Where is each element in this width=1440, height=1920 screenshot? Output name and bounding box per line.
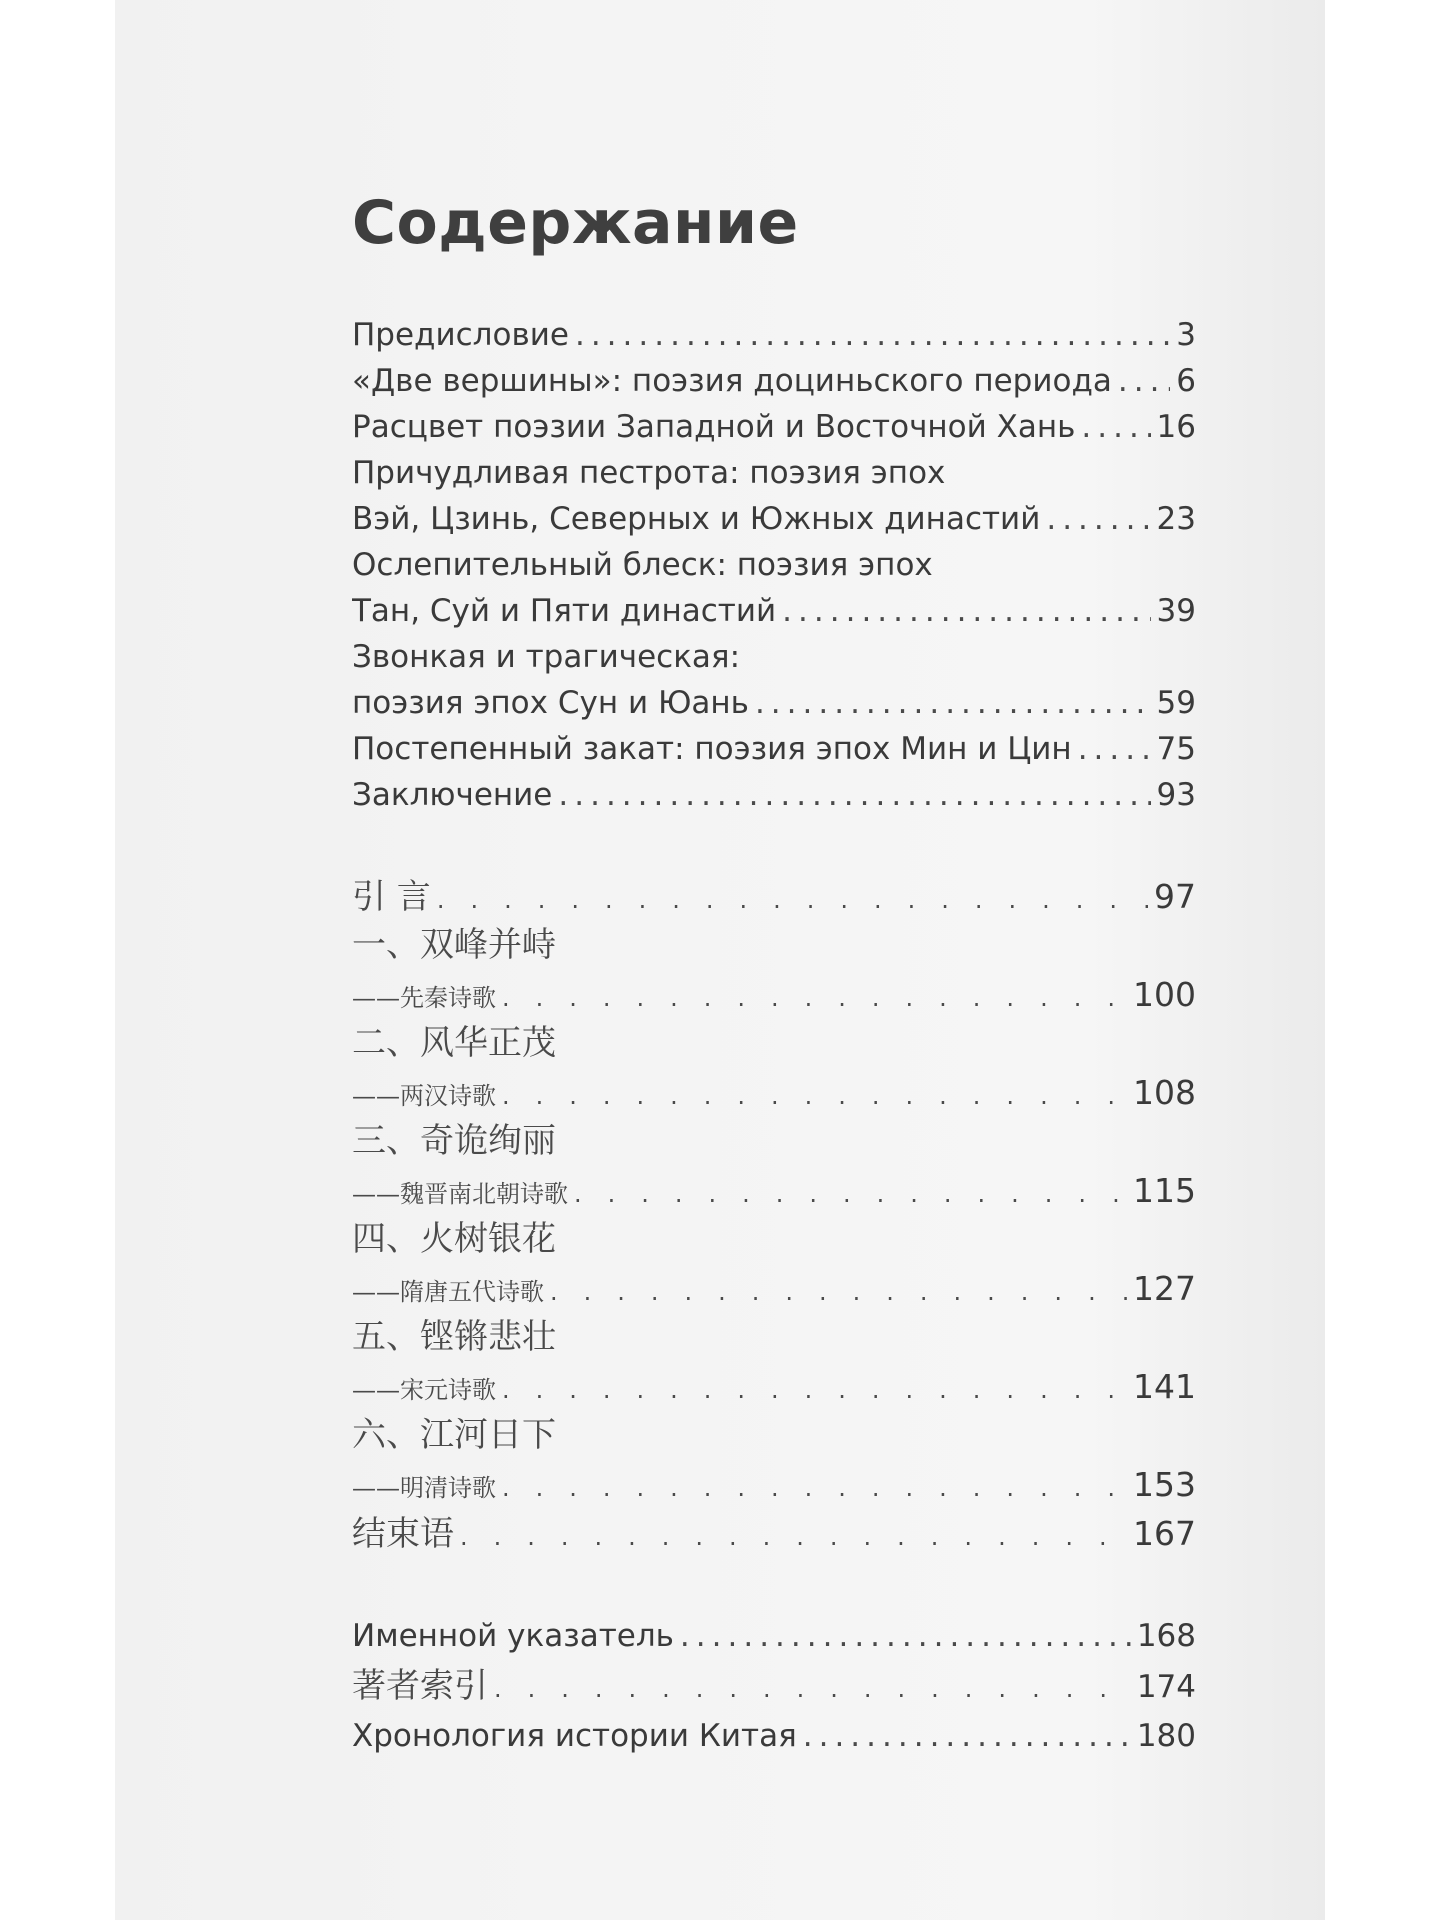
- toc-leader: [460, 1513, 1127, 1558]
- toc-entry-title: Расцвет поэзии Западной и Восточной Хань: [352, 409, 1076, 445]
- toc-entry-title: 引 言: [352, 877, 431, 917]
- toc-entry-page: 97: [1154, 877, 1196, 916]
- toc-leader: [502, 974, 1127, 1019]
- toc-entry-subtitle: ——先秦诗歌: [352, 984, 496, 1012]
- toc-entry-page: 23: [1156, 501, 1196, 537]
- toc-entry-line1: [352, 1313, 1196, 1362]
- toc-entry-page: 127: [1133, 1269, 1196, 1308]
- toc-entry-line1: [352, 1117, 1196, 1166]
- toc-leader: [575, 312, 1170, 358]
- toc-entry-page: 6: [1176, 363, 1196, 399]
- toc-entry-title: Предисловие: [352, 317, 569, 353]
- toc-entry-page: 100: [1133, 975, 1196, 1014]
- toc-entry-page: 168: [1136, 1618, 1196, 1654]
- toc-entry-subtitle: ——明清诗歌: [352, 1474, 496, 1502]
- toc-entry-subtitle: ——宋元诗歌: [352, 1376, 496, 1404]
- toc-entry-title: Причудливая пестрота: поэзия эпох: [352, 455, 946, 491]
- toc-leader: [574, 1170, 1127, 1215]
- toc-entry: [352, 726, 1196, 772]
- toc-entry: [352, 358, 1196, 404]
- toc-entry-title: «Две вершины»: поэзия доциньского периода: [352, 363, 1112, 399]
- toc-entry: [352, 312, 1196, 358]
- toc-entry-title: Постепенный закат: поэзия эпох Мин и Цин: [352, 731, 1072, 767]
- toc-entry: [352, 1166, 1196, 1215]
- toc-entry-title: Звонкая и трагическая:: [352, 639, 741, 675]
- toc-leader: [437, 876, 1148, 921]
- toc-leader: [502, 1464, 1127, 1509]
- toc-entry: [352, 970, 1196, 1019]
- toc-leader: [1078, 726, 1151, 772]
- toc-entry: [352, 1460, 1196, 1509]
- toc-entry-title: Именной указатель: [352, 1618, 674, 1654]
- toc-entry-title: 一、双峰并峙: [352, 925, 556, 965]
- toc-entry: [352, 772, 1196, 818]
- toc-entry-page: 180: [1136, 1718, 1196, 1754]
- toc-entry: [352, 680, 1196, 726]
- toc-entry-line1: [352, 1215, 1196, 1264]
- toc-leader: [803, 1711, 1131, 1761]
- toc-entry: [352, 1661, 1196, 1711]
- toc-entry: [352, 1611, 1196, 1661]
- toc-entry-title: 三、奇诡绚丽: [352, 1121, 556, 1161]
- toc-entry-title: Хронология истории Китая: [352, 1718, 797, 1754]
- toc-leader: [782, 588, 1150, 634]
- toc-leader: [1046, 496, 1150, 542]
- toc-entry-page: 59: [1156, 685, 1196, 721]
- toc-entry: [352, 1068, 1196, 1117]
- toc-entry-title: 四、火树银花: [352, 1219, 556, 1259]
- toc-entry-page: 115: [1133, 1171, 1196, 1210]
- toc-entry-title: Вэй, Цзинь, Северных и Южных династий: [352, 501, 1041, 537]
- toc-entry-title: Тан, Суй и Пяти династий: [352, 593, 777, 629]
- toc-leader: [755, 680, 1151, 726]
- toc-entry-page: 3: [1176, 317, 1196, 353]
- toc-entry: [352, 496, 1196, 542]
- toc-entry-line1: [352, 1411, 1196, 1460]
- page-title: Содержание: [352, 188, 799, 259]
- toc-leader: [1118, 358, 1170, 404]
- toc-entry-page: 39: [1156, 593, 1196, 629]
- toc-entry: [352, 1264, 1196, 1313]
- toc-entry-line1: [352, 542, 1196, 588]
- toc-leader: [558, 772, 1150, 818]
- toc-entry-page: 108: [1133, 1073, 1196, 1112]
- toc-russian: [352, 312, 1196, 818]
- toc-entry: [352, 588, 1196, 634]
- toc-entry-page: 167: [1133, 1514, 1196, 1553]
- toc-entry-subtitle: ——魏晋南北朝诗歌: [352, 1180, 568, 1208]
- toc-entry-title: Заключение: [352, 777, 553, 813]
- toc-entry-title: поэзия эпох Сун и Юань: [352, 685, 749, 721]
- toc-entry: [352, 1509, 1196, 1558]
- toc-entry-page: 174: [1136, 1669, 1196, 1705]
- toc-entry-line1: [352, 450, 1196, 496]
- toc-entry-page: 153: [1133, 1465, 1196, 1504]
- toc-entry-page: 141: [1133, 1367, 1196, 1406]
- toc-entry-line1: [352, 921, 1196, 970]
- toc-leader: [680, 1611, 1131, 1661]
- toc-entry-line1: [352, 634, 1196, 680]
- toc-entry-page: 75: [1156, 731, 1196, 767]
- toc-entry-page: 16: [1156, 409, 1196, 445]
- toc-entry-subtitle: ——两汉诗歌: [352, 1082, 496, 1110]
- toc-entry-page: 93: [1156, 777, 1196, 813]
- toc-leader: [1081, 404, 1150, 450]
- toc-entry-title: 二、风华正茂: [352, 1023, 556, 1063]
- toc-entry-title: Ослепительный блеск: поэзия эпох: [352, 547, 933, 583]
- toc-index: [352, 1611, 1196, 1761]
- toc-entry: [352, 404, 1196, 450]
- toc-entry: [352, 872, 1196, 921]
- toc-entry: [352, 1362, 1196, 1411]
- toc-entry-subtitle: ——隋唐五代诗歌: [352, 1278, 544, 1306]
- toc-entry-title: 结束语: [352, 1514, 454, 1554]
- toc-leader: [494, 1664, 1131, 1711]
- toc-leader: [502, 1072, 1127, 1117]
- toc-entry: [352, 1711, 1196, 1761]
- toc-entry-title: 五、铿锵悲壮: [352, 1317, 556, 1357]
- toc-entry-line1: [352, 1019, 1196, 1068]
- toc-chinese: [352, 872, 1196, 1558]
- toc-leader: [502, 1366, 1127, 1411]
- toc-entry-title: 六、江河日下: [352, 1415, 556, 1455]
- toc-leader: [550, 1268, 1127, 1313]
- toc-entry-title: 著者索引: [352, 1666, 488, 1706]
